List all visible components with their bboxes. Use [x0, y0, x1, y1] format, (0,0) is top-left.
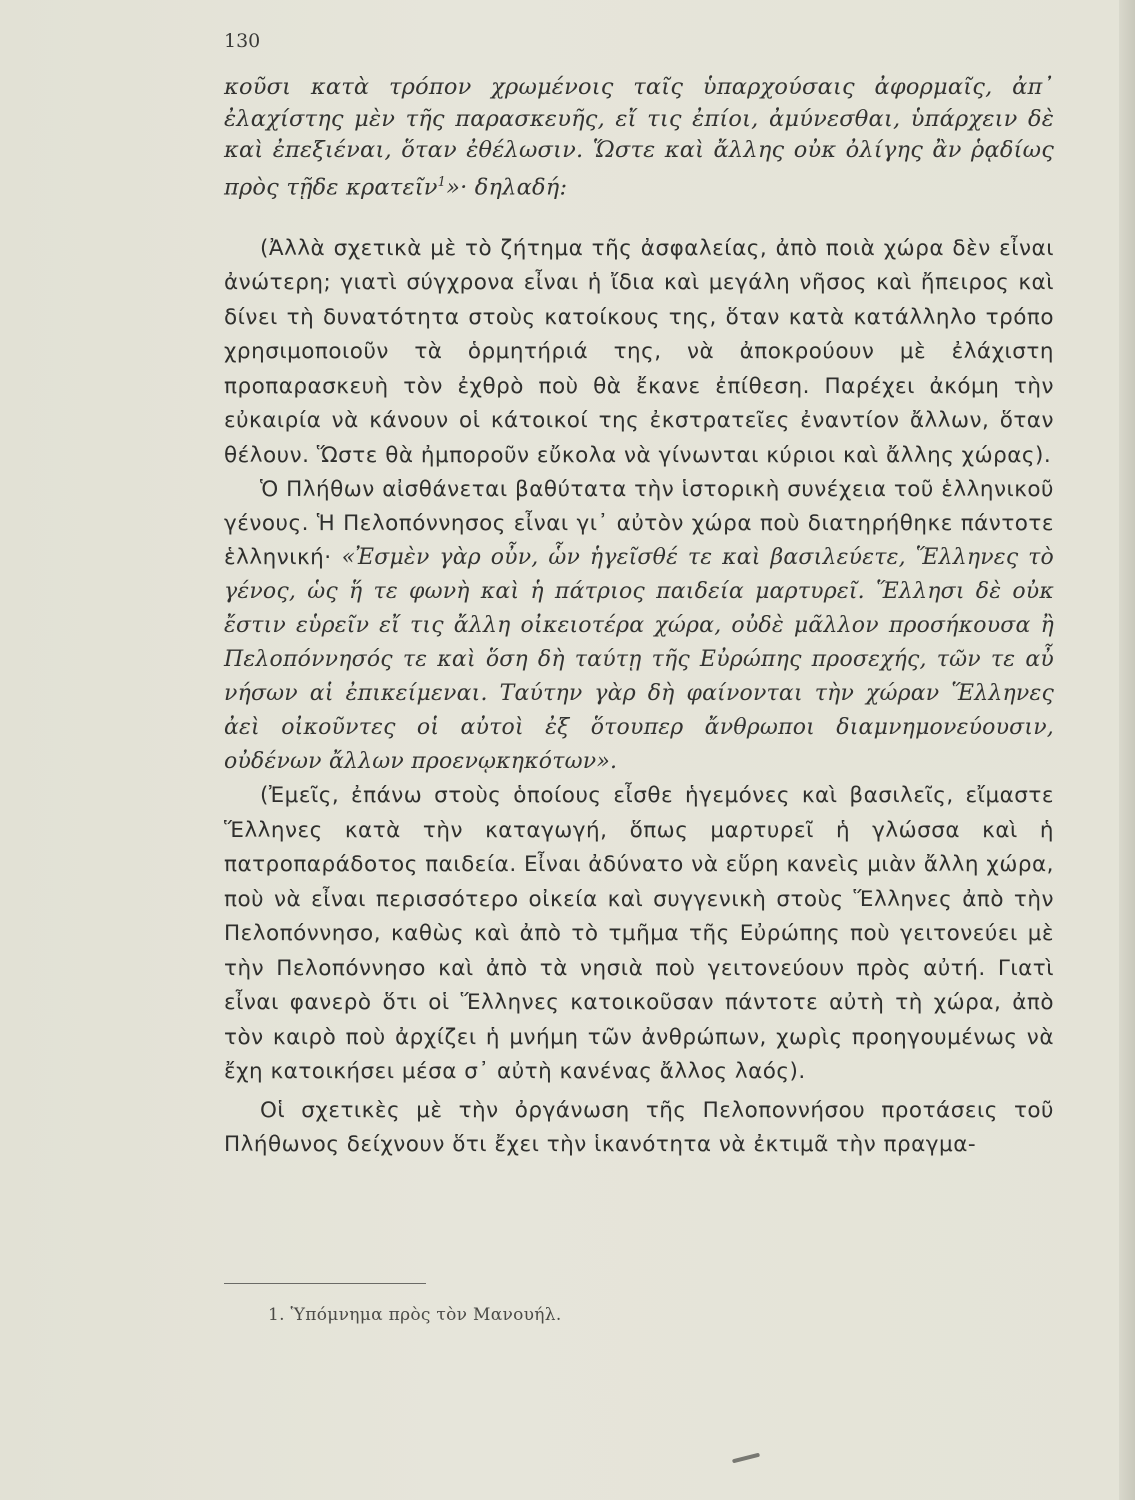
- footnote: 1. Ὑπόμνημα πρὸς τὸν Μανουήλ.: [268, 1305, 562, 1325]
- paragraph-2-quote: «Ἐσμὲν γὰρ οὖν, ὧν ἡγεῖσθέ τε καὶ βασιλεύετε, Ἕλληνες τὸ γένος, ὡς ἥ τε φωνὴ καὶ ἡ πάτριος παιδεία μαρτυρεῖ. Ἕλλησι δὲ οὐκ ἔστιν εὑρεῖν εἴ τις ἄλλη οἰκειοτέρα χώρα, οὐδὲ μᾶλλον προσήκουσα ἢ Πελοπόννησός τε καὶ ὅση δὴ ταύτῃ τῆς Εὐρώπης προσεχής, τῶν τε αὖ νήσων αἱ ἐπικείμεναι. Ταύτην γὰρ δὴ φαίνονται τὴν χώραν Ἕλληνες ἀεὶ οἰκοῦντες οἱ αὐτοὶ ἐξ ὅτουπερ ἄνθρωποι διαμνημονεύουσιν, οὐδένων ἄλλων προενῳκηκότων».: [224, 545, 1054, 774]
- paragraph-2-text: Ὁ Πλήθων αἰσθάνεται βαθύτατα τὴν ἱστορικὴ συνέχεια τοῦ ἑλληνικοῦ γένους. Ἡ Πελοπόννησος εἶναι γι᾽ αὐτὸν χώρα ποὺ διατηρήθηκε πάντοτε ἑλληνική·: [224, 477, 1054, 570]
- footnote-reference: 1: [437, 174, 447, 190]
- opening-quote-closing: »· δηλαδή:: [446, 174, 568, 200]
- paragraph-gap: [224, 204, 1054, 232]
- paragraph-2: [224, 473, 1054, 779]
- opening-quote: [224, 72, 1054, 204]
- paragraph-3: Οἱ σχετικὲς μὲ τὴν ὀργάνωση τῆς Πελοποννήσου προτάσεις τοῦ Πλήθωνος δείχνουν ὅτι ἔχει τὴν ἱκανότητα νὰ ἐκτιμᾶ τὴν πραγμα-: [224, 1097, 1054, 1157]
- page-number: 130: [224, 30, 261, 52]
- footnote-divider: [224, 1283, 426, 1284]
- body-text: [224, 72, 1054, 1163]
- translation-paragraph-1: (Ἀλλὰ σχετικὰ μὲ τὸ ζήτημα τῆς ἀσφαλείας, ἀπὸ ποιὰ χώρα δὲν εἶναι ἀνώτερη; γιατὶ σύγχρονα εἶναι ἡ ἴδια καὶ μεγάλη νῆσος καὶ ἤπειρος καὶ δίνει τὴ δυνατότητα στοὺς κατοίκους της, ὅταν κατὰ κατάλληλο τρόπο χρησιμοποιοῦν τὰ ὁρμητήριά της, νὰ ἀποκρούουν μὲ ἐλάχιστη προπαρασκευὴ τὸν ἐχθρὸ ποὺ θὰ ἔκανε ἐπίθεση. Παρέχει ἀκόμη τὴν εὐκαιρία νὰ κάνουν οἱ κάτοικοί της ἐκστρατεῖες ἐναντίον ἄλλων, ὅταν θέλουν. Ὥστε θὰ ἠμποροῦν εὔκολα νὰ γίνωνται κύριοι καὶ ἄλλης χώρας).: [224, 235, 1054, 468]
- opening-quote-text: κοῦσι κατὰ τρόπον χρωμένοις ταῖς ὑπαρχούσαις ἀφορμαῖς, ἀπ᾽ ἐλαχίστης μὲν τῆς παρασκευῆς, εἴ τις ἐπίοι, ἀμύνεσθαι, ὑπάρχειν δὲ καὶ ἐπεξιέναι, ὅταν ἐθέλωσιν. Ὥστε καὶ ἄλλης οὐκ ὀλίγης ἂν ῥᾳδίως πρὸς τῇδε κρατεῖν: [224, 74, 1054, 200]
- translation-paragraph-2: (Ἐμεῖς, ἐπάνω στοὺς ὁποίους εἶσθε ἡγεμόνες καὶ βασιλεῖς, εἴμαστε Ἕλληνες κατὰ τὴν καταγωγή, ὅπως μαρτυρεῖ ἡ γλώσσα καὶ ἡ πατροπαράδοτος παιδεία. Εἶναι ἀδύνατο νὰ εὕρη κανεὶς μιὰν ἄλλη χώρα, ποὺ νὰ εἶναι περισσότερο οἰκεία καὶ συγγενικὴ στοὺς Ἕλληνες ἀπὸ τὴν Πελοπόννησο, καθὼς καὶ ἀπὸ τὸ τμῆμα τῆς Εὐρώπης ποὺ γειτονεύει μὲ τὴν Πελοπόννησο καὶ ἀπὸ τὰ νησιὰ ποὺ γειτονεύουν πρὸς αὐτή. Γιατὶ εἶναι φανερὸ ὅτι οἱ Ἕλληνες κατοικοῦσαν πάντοτε αὐτὴ τὴ χώρα, ἀπὸ τὸν καιρὸ ποὺ ἀρχίζει ἡ μνήμη τῶν ἀνθρώπων, χωρὶς προηγουμένως νὰ ἔχη κατοικήσει μέσα σ᾽ αὐτὴ κανένας ἄλλος λαός).: [224, 783, 1054, 1084]
- ink-smudge-mark: [732, 1453, 760, 1464]
- page-edge-shadow: [1119, 0, 1135, 1500]
